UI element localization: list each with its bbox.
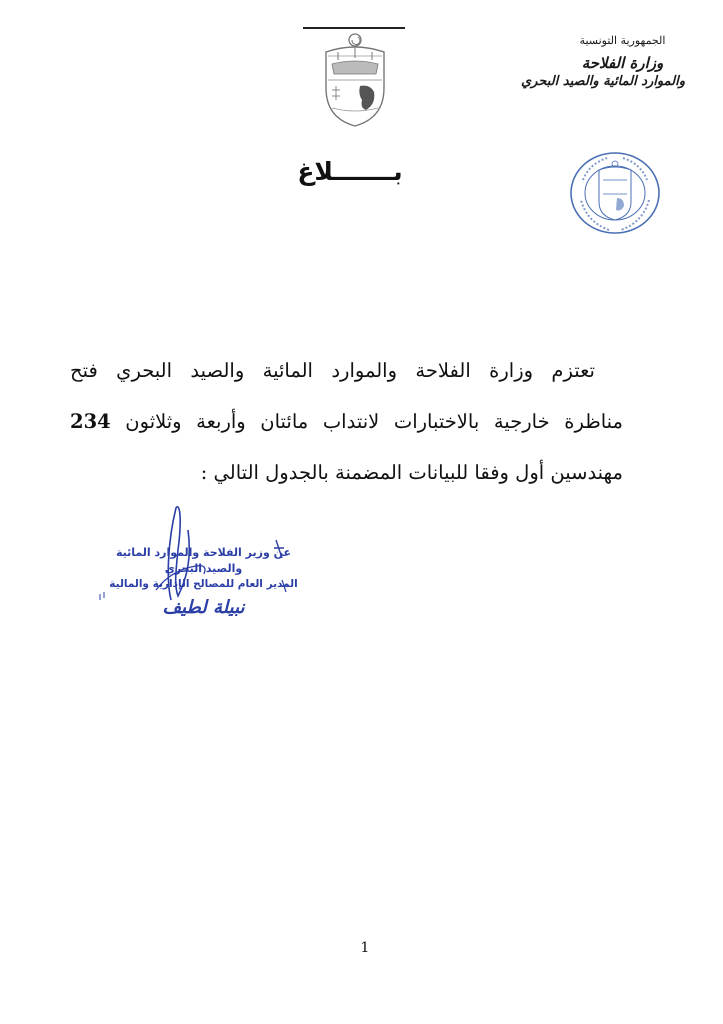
signature-stamp xyxy=(96,500,311,635)
body-line-3: مهندسين أول وفقا للبيانات المضمنة بالجدول التالي : xyxy=(200,461,623,484)
ministry-name-line1: وزارة الفلاحة xyxy=(581,54,664,72)
body-line-2 xyxy=(70,396,623,447)
top-rule xyxy=(303,27,405,29)
signature-line-3: المدير العام للمصالح الإدارية والمالية xyxy=(109,578,298,590)
tunisia-coat-of-arms-icon xyxy=(318,30,392,128)
announcement-body xyxy=(70,345,623,498)
signature-line-2: والصيد البحري xyxy=(164,562,243,575)
body-line-2-text: مناظرة خارجية بالاختبارات لانتداب مائتان وأربعة وثلاثون xyxy=(125,410,623,433)
body-line-1: تعتزم وزارة الفلاحة والموارد المائية والصيد البحري فتح xyxy=(70,359,595,382)
ministry-round-stamp-icon xyxy=(569,150,661,236)
ministry-header xyxy=(520,34,685,91)
signature-line-1: عن وزير الفلاحة والموارد المائية xyxy=(115,546,292,559)
document-title: بـــــــلاغ xyxy=(297,157,403,186)
position-count: 234 xyxy=(70,410,111,433)
page-number: 1 xyxy=(360,940,370,956)
republic-label: الجمهورية التونسية xyxy=(579,34,666,47)
signatory-name: نبيلة لطيف xyxy=(162,597,245,618)
ministry-name-line2: والموارد المائية والصيد البحري xyxy=(520,74,685,89)
